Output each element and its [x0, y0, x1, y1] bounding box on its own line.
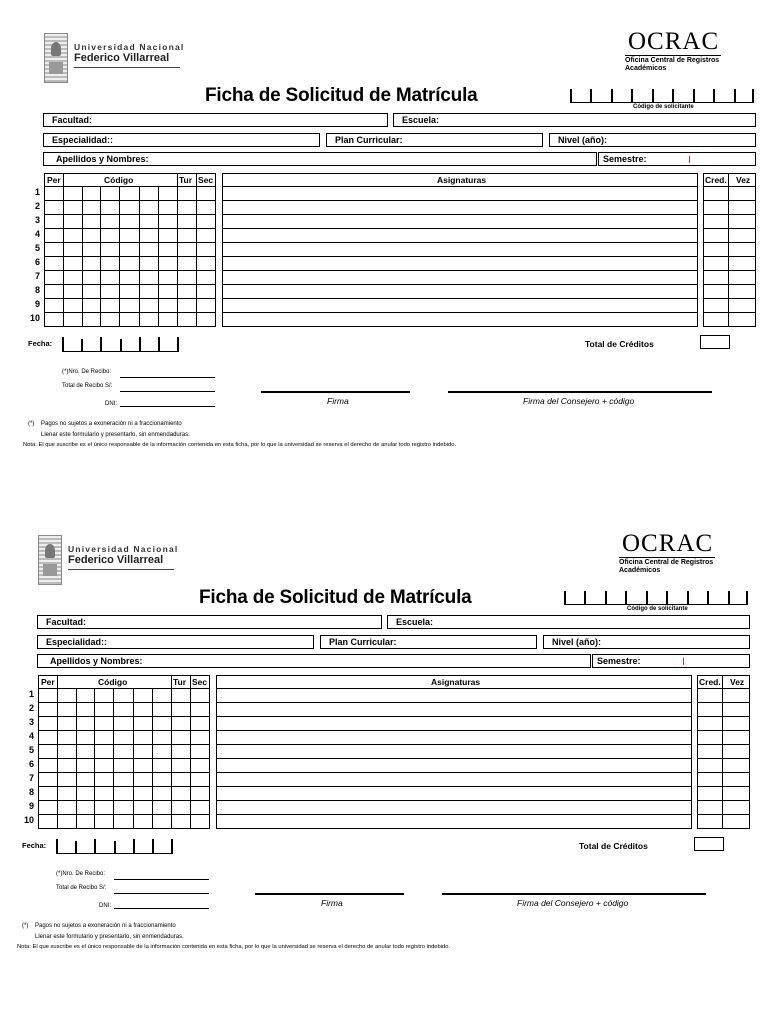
firma-line[interactable]: [255, 893, 404, 895]
subjects-grid[interactable]: [216, 675, 692, 829]
grid-row-line: [216, 702, 692, 703]
grid-row-line: [44, 298, 216, 299]
nivel-field[interactable]: [543, 635, 750, 649]
row-number: 8: [28, 787, 34, 797]
semestre-label: Semestre:: [597, 656, 641, 666]
grid-column-line: [196, 173, 197, 327]
especialidad-label: Especialidad::: [46, 637, 108, 647]
grid-row-line: [38, 716, 210, 717]
row-number: 3: [34, 215, 40, 225]
nro-recibo-label: (*)Nro. De Recibo:: [56, 871, 106, 877]
facultad-label: Facultad:: [52, 115, 93, 125]
grid-row-line: [222, 284, 698, 285]
grid-row-line: [697, 772, 750, 773]
header-tur: Tur: [179, 175, 193, 185]
grid-column-line: [171, 675, 172, 829]
especialidad-field[interactable]: [43, 133, 320, 147]
grid-row-line: [703, 298, 756, 299]
grid-row-line: [44, 312, 216, 313]
grid-row-line: [216, 772, 692, 773]
row-number: 2: [28, 703, 34, 713]
grid-row-line: [697, 744, 750, 745]
university-crest-icon: [44, 33, 68, 83]
grid-row-line: [703, 256, 756, 257]
fecha-input[interactable]: [56, 839, 173, 854]
row-number: 6: [28, 759, 34, 769]
total-creditos-input[interactable]: [694, 837, 724, 851]
grid-column-line: [728, 173, 729, 327]
grid-row-line: [703, 200, 756, 201]
escuela-field[interactable]: [387, 615, 750, 629]
grid-row-line: [222, 228, 698, 229]
note-3: Nota: El que suscribe es el único responsable de la información contenida en esta ficha, por lo que la universidad se reserva el derecho de anular todo registro indebido.: [23, 442, 457, 448]
row-number: 7: [28, 773, 34, 783]
total-creditos-input[interactable]: [700, 335, 730, 349]
plan-curricular-label: Plan Curricular:: [329, 637, 397, 647]
consejero-line[interactable]: [442, 893, 706, 895]
header-per: Per: [47, 175, 61, 185]
escuela-label: Escuela:: [396, 617, 434, 627]
header-cred: Cred.: [705, 175, 727, 185]
row-number: 9: [34, 299, 40, 309]
fecha-input[interactable]: [62, 337, 179, 352]
row-number: 10: [29, 313, 40, 323]
grid-row-line: [222, 242, 698, 243]
note-3: Nota: El que suscribe es el único responsable de la información contenida en esta ficha, por lo que la universidad se reserva el derecho de anular todo registro indebido.: [17, 944, 451, 950]
grid-row-line: [222, 200, 698, 201]
note-asterisk: (*): [22, 923, 29, 929]
grid-row-line: [44, 242, 216, 243]
university-name-line1: Universidad Nacional: [68, 544, 179, 554]
grid-row-line: [222, 214, 698, 215]
grid-row-line: [703, 214, 756, 215]
plan-curricular-field[interactable]: [320, 635, 537, 649]
grid-row-line: [38, 800, 210, 801]
facultad-label: Facultad:: [46, 617, 87, 627]
grid-row-line: [703, 228, 756, 229]
grid-row-line: [44, 256, 216, 257]
grid-row-line: [222, 298, 698, 299]
apellidos-label: Apellidos y Nombres:: [56, 154, 149, 164]
enrollment-form-1: [0, 0, 768, 470]
semestre-field[interactable]: [592, 654, 750, 668]
especialidad-label: Especialidad::: [52, 135, 114, 145]
row-number: 5: [34, 243, 40, 253]
grid-row-line: [38, 758, 210, 759]
grid-row-line: [216, 800, 692, 801]
grid-row-line: [38, 772, 210, 773]
header-asignaturas: Asignaturas: [431, 677, 481, 687]
header-vez: Vez: [736, 175, 751, 185]
grid-row-line: [38, 730, 210, 731]
row-number: 10: [23, 815, 34, 825]
header-codigo: Código: [98, 677, 128, 687]
total-recibo-label: Total de Recibo S/:: [56, 885, 107, 891]
header-asignaturas: Asignaturas: [437, 175, 487, 185]
ocrac-acronym: OCRAC: [628, 28, 720, 55]
plan-curricular-label: Plan Curricular:: [335, 135, 403, 145]
grid-row-line: [216, 688, 692, 689]
consejero-line[interactable]: [448, 391, 712, 393]
grid-row-line: [44, 214, 216, 215]
form-title: Ficha de Solicitud de Matrícula: [199, 587, 472, 608]
grid-row-line: [44, 270, 216, 271]
applicant-code-label: Código de solicitante: [627, 606, 688, 612]
facultad-field[interactable]: [43, 113, 388, 127]
ocrac-name-line1: Oficina Central de Registros: [625, 57, 720, 64]
grid-row-line: [38, 744, 210, 745]
header-sec: Sec: [198, 175, 214, 185]
grid-row-line: [216, 716, 692, 717]
nivel-label: Nivel (año):: [552, 637, 602, 647]
grid-row-line: [222, 186, 698, 187]
university-name-line1: Universidad Nacional: [74, 42, 185, 52]
semestre-label: Semestre:: [603, 154, 647, 164]
grid-column-line: [722, 675, 723, 829]
total-recibo-line[interactable]: [114, 893, 209, 894]
semestre-mark: [689, 156, 690, 163]
escuela-label: Escuela:: [402, 115, 440, 125]
nro-recibo-line[interactable]: [120, 377, 215, 378]
university-name-line2: Federico Villarreal: [74, 52, 170, 64]
semestre-mark: [683, 658, 684, 665]
grid-row-line: [216, 786, 692, 787]
header-sec: Sec: [192, 677, 208, 687]
plan-curricular-field[interactable]: [326, 133, 543, 147]
note-2: Llenar este formulario y presentarlo, sin enmendaduras.: [35, 934, 184, 940]
nro-recibo-line[interactable]: [114, 879, 209, 880]
header-cred: Cred.: [699, 677, 721, 687]
note-2: Llenar este formulario y presentarlo, sin enmendaduras.: [41, 432, 190, 438]
ocrac-name-line1: Oficina Central de Registros: [619, 559, 714, 566]
university-crest-icon: [38, 535, 62, 585]
row-number: 4: [28, 731, 34, 741]
grid-row-line: [38, 688, 210, 689]
apellidos-label: Apellidos y Nombres:: [50, 656, 143, 666]
grid-row-line: [222, 256, 698, 257]
ocrac-name: [625, 57, 719, 73]
especialidad-field[interactable]: [37, 635, 314, 649]
fecha-label: Fecha:: [28, 339, 53, 348]
ocrac-underline: [619, 557, 715, 558]
total-creditos-label: Total de Créditos: [585, 339, 654, 349]
grid-row-line: [216, 758, 692, 759]
note-1: Pagos no sujetos a exoneración ni a fraccionamiento: [35, 923, 176, 929]
grid-row-line: [697, 688, 750, 689]
applicant-code-input[interactable]: [570, 89, 754, 103]
row-number: 2: [34, 201, 40, 211]
grid-row-line: [703, 242, 756, 243]
grid-row-line: [697, 800, 750, 801]
header-tur: Tur: [173, 677, 187, 687]
enrollment-form-2: [0, 502, 762, 972]
note-1: Pagos no sujetos a exoneración ni a fraccionamiento: [41, 421, 182, 427]
header-codigo: Código: [104, 175, 134, 185]
escuela-field[interactable]: [393, 113, 756, 127]
facultad-field[interactable]: [37, 615, 382, 629]
grid-row-line: [697, 702, 750, 703]
consejero-label: Firma del Consejero + código: [517, 898, 629, 908]
grid-column-line: [57, 675, 58, 829]
form-title: Ficha de Solicitud de Matrícula: [205, 85, 478, 106]
header-vez: Vez: [730, 677, 745, 687]
grid-column-line: [190, 675, 191, 829]
ocrac-acronym: OCRAC: [622, 530, 714, 557]
row-number: 9: [28, 801, 34, 811]
nivel-label: Nivel (año):: [558, 135, 608, 145]
university-underline: [68, 569, 174, 570]
row-number: 4: [34, 229, 40, 239]
course-code-grid[interactable]: [44, 173, 216, 327]
nivel-field[interactable]: [549, 133, 756, 147]
header-per: Per: [41, 677, 55, 687]
university-underline: [74, 67, 180, 68]
row-number: 7: [34, 271, 40, 281]
row-number: 1: [34, 187, 40, 197]
fecha-label: Fecha:: [22, 841, 47, 850]
grid-column-line: [63, 173, 64, 327]
grid-row-line: [703, 186, 756, 187]
row-number: 1: [28, 689, 34, 699]
grid-row-line: [703, 312, 756, 313]
grid-row-line: [697, 814, 750, 815]
university-name-line2: Federico Villarreal: [68, 554, 164, 566]
dni-line[interactable]: [120, 406, 215, 407]
consejero-label: Firma del Consejero + código: [523, 396, 635, 406]
firma-label: Firma: [321, 898, 343, 908]
grid-column-line: [177, 173, 178, 327]
course-code-grid[interactable]: [38, 675, 210, 829]
apellidos-field[interactable]: [37, 654, 591, 668]
grid-row-line: [703, 270, 756, 271]
grid-row-line: [697, 786, 750, 787]
ocrac-name-line2: Académicos: [625, 65, 667, 72]
apellidos-field[interactable]: [43, 152, 597, 166]
applicant-code-input[interactable]: [564, 591, 748, 605]
semestre-field[interactable]: [598, 152, 756, 166]
grid-row-line: [38, 814, 210, 815]
total-creditos-label: Total de Créditos: [579, 841, 648, 851]
grid-row-line: [44, 284, 216, 285]
nro-recibo-label: (*)Nro. De Recibo:: [62, 369, 112, 375]
grid-row-line: [697, 716, 750, 717]
row-number: 8: [34, 285, 40, 295]
ocrac-underline: [625, 55, 721, 56]
grid-row-line: [44, 186, 216, 187]
ocrac-name: [619, 559, 713, 575]
row-number: 6: [34, 257, 40, 267]
dni-line[interactable]: [114, 908, 209, 909]
applicant-code-label: Código de solicitante: [633, 104, 694, 110]
grid-row-line: [216, 744, 692, 745]
credits-grid[interactable]: [703, 173, 756, 327]
grid-row-line: [222, 312, 698, 313]
note-asterisk: (*): [28, 421, 35, 427]
subjects-grid[interactable]: [222, 173, 698, 327]
row-number: 5: [28, 745, 34, 755]
grid-row-line: [697, 758, 750, 759]
grid-row-line: [44, 228, 216, 229]
total-recibo-line[interactable]: [120, 391, 215, 392]
grid-row-line: [44, 200, 216, 201]
grid-row-line: [222, 270, 698, 271]
grid-row-line: [216, 730, 692, 731]
dni-label: DNI:: [105, 401, 117, 407]
total-recibo-label: Total de Recibo S/:: [62, 383, 113, 389]
grid-row-line: [38, 702, 210, 703]
credits-grid[interactable]: [697, 675, 750, 829]
grid-row-line: [38, 786, 210, 787]
grid-row-line: [703, 284, 756, 285]
dni-label: DNI:: [99, 903, 111, 909]
row-number: 3: [28, 717, 34, 727]
ocrac-name-line2: Académicos: [619, 567, 661, 574]
firma-line[interactable]: [261, 391, 410, 393]
firma-label: Firma: [327, 396, 349, 406]
grid-row-line: [697, 730, 750, 731]
grid-row-line: [216, 814, 692, 815]
